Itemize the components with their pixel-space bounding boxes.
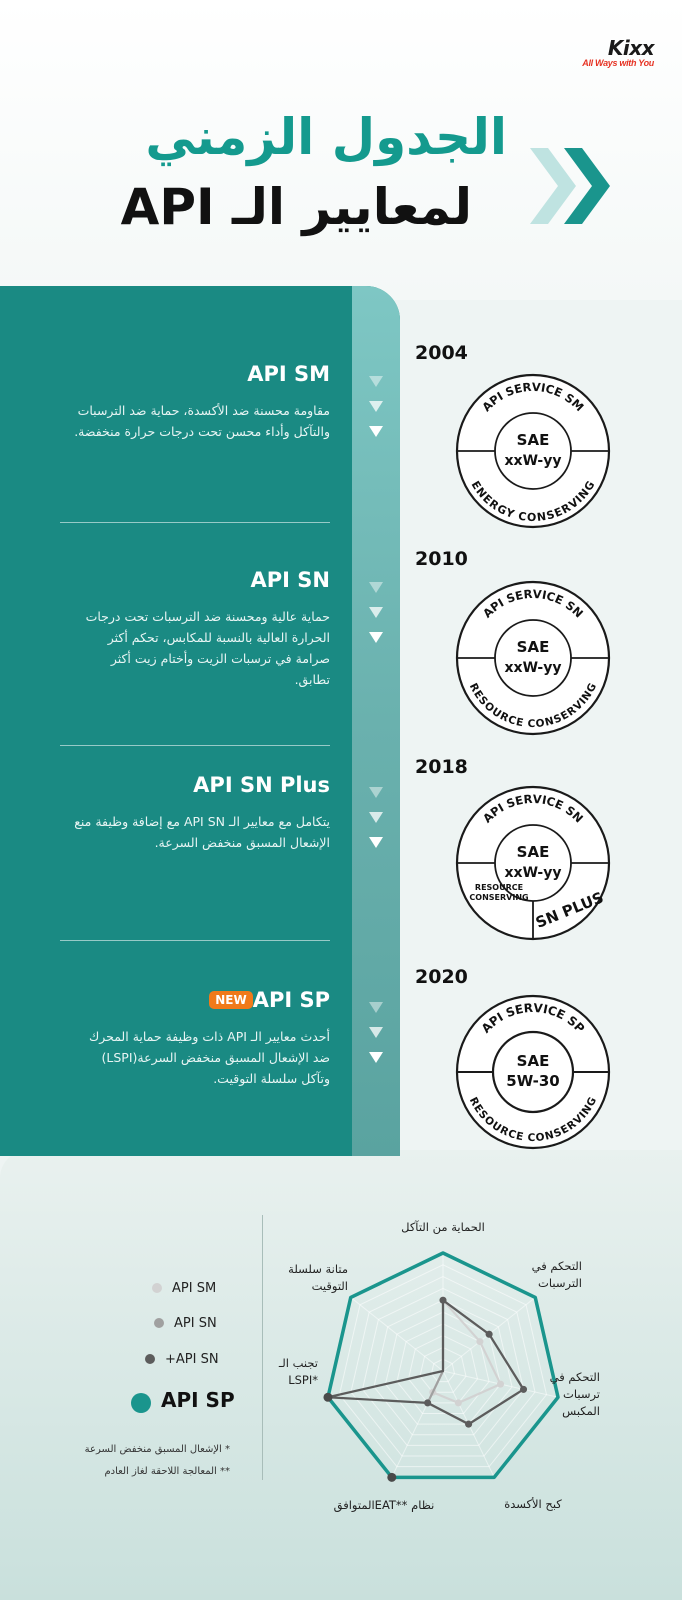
badge-extra-text: SN PLUS [533,888,607,932]
badge-grade-text: 5W-30 [506,1072,560,1090]
standard-title: API SM [247,362,330,386]
triangle-marker-icon [369,607,383,618]
legend-label: API SM [172,1281,217,1296]
standard-title: API SN [250,568,330,592]
radar-axis-label: المتوافقEAT** نظام [333,1498,435,1512]
triangle-marker-icon [369,376,383,387]
year-label: 2020 [415,966,468,988]
api-sp-donut-icon [453,992,613,1152]
badge-sae-text: SAE [516,638,550,656]
divider [60,745,330,746]
radar-chart [260,1205,605,1520]
year-label: 2010 [415,548,468,570]
badge-grade-text: xxW-yy [504,865,562,881]
divider [60,940,330,941]
triangle-marker-icon [369,1002,383,1013]
radar-point [387,1473,396,1482]
badge-top-text: API SERVICE SN [480,791,586,826]
api-sm-donut-icon [453,371,613,531]
radar-point [497,1381,504,1388]
radar-point [476,1338,483,1345]
radar-point [323,1393,332,1402]
standard-title-text: API SP [252,988,330,1012]
legend-dot [131,1393,151,1413]
legend-item-api-sm [152,1277,216,1296]
triangle-marker-icon [369,632,383,643]
badge-top-text: API SERVICE SP [478,1000,588,1036]
badge-bottom-text: RESOURCE CONSERVING [466,681,600,731]
standard-description: يتكامل مع معايير الـ API SN مع إضافة وظيفة منع الإشعال المسبق منخفض السرعة. [74,814,330,850]
badge-bottom-text: RESOURCE CONSERVING [466,1095,600,1145]
brand-tagline: All Ways with You [582,58,654,68]
triangle-marker-icon [369,812,383,823]
radar-point [455,1399,462,1406]
badge-sae-text: SAE [516,843,550,861]
footnote: * الإشعال المسبق منخفض السرعة [84,1444,230,1455]
radar-point [486,1331,493,1338]
triangle-marker-icon [369,401,383,412]
legend-label: API SP [161,1388,235,1412]
legend-dot [152,1283,162,1293]
new-badge: NEW [209,991,252,1009]
triangle-marker-icon [369,582,383,593]
legend-dot [145,1354,155,1364]
badge-top-text: API SERVICE SN [480,586,586,621]
year-label: 2004 [415,342,468,364]
radar-axis-label: متانة سلسلة التوقيت [288,1262,348,1293]
radar-point [520,1386,527,1393]
triangle-marker-icon [369,787,383,798]
badge-sae-text: SAE [516,1052,550,1070]
radar-point [424,1399,431,1406]
legend-item-api-sn [154,1312,217,1331]
brand-logo [582,38,654,68]
radar-axis-label: التحكم في ترسبات المكبس [549,1370,600,1418]
triangle-marker-icon [369,1052,383,1063]
page-title-line1: الجدول الزمني [145,108,507,166]
timeline-strip [352,286,400,1156]
legend-label: API SN [174,1316,217,1331]
legend-item-api-sn-plus [145,1348,219,1367]
standard-title: API SN Plus [193,773,330,797]
radar-point [465,1421,472,1428]
radar-axis-label: كبح الأكسدة [504,1497,562,1511]
legend-item-api-sp [131,1388,235,1413]
legend-dot [154,1318,164,1328]
badge-bottom-text: RESOURCE CONSERVING [469,883,529,902]
chevron-arrows-icon [530,148,612,224]
triangle-marker-icon [369,1027,383,1038]
api-sn-plus-donut-icon [453,783,613,943]
standard-description: حماية عالية ومحسنة ضد الترسبات تحت درجات الحرارة العالية بالنسبة للمكابس، تحكم أكثر صرامة في ترسبات الزيت وأختام زيت أكثر تطابق. [85,609,330,687]
footnote: ** المعالجة اللاحقة لغاز العادم [104,1466,230,1477]
badge-grade-text: xxW-yy [504,660,562,676]
divider [60,522,330,523]
radar-axis-label: التحكم في الترسبات [531,1259,582,1290]
legend-label: API SN+ [165,1352,219,1367]
badge-bottom-text: ENERGY CONSERVING [468,478,598,525]
standard-description: أحدث معايير الـ API ذات وظيفة حماية المحرك ضد الإشعال المسبق منخفض السرعة(LSPI) وتآكل سلسلة التوقيت. [88,1029,330,1086]
badge-grade-text: xxW-yy [504,453,562,469]
triangle-marker-icon [369,837,383,848]
year-label: 2018 [415,756,468,778]
page-title-line2: لمعايير الـ API [120,178,472,236]
badge-top-text: API SERVICE SM [479,379,587,415]
radar-axis-label: تجنب الـ LSPI* [278,1356,318,1387]
brand-name: Kixx [607,36,654,60]
triangle-marker-icon [369,426,383,437]
api-sn-donut-icon [453,578,613,738]
standard-description: مقاومة محسنة ضد الأكسدة، حماية ضد الترسبات والتآكل وأداء محسن تحت درجات حرارة منخفضة. [74,403,330,439]
badge-sae-text: SAE [516,431,550,449]
radar-axis-label: الحماية من التآكل [401,1220,485,1234]
radar-point [440,1297,447,1304]
standard-title [203,988,330,1012]
